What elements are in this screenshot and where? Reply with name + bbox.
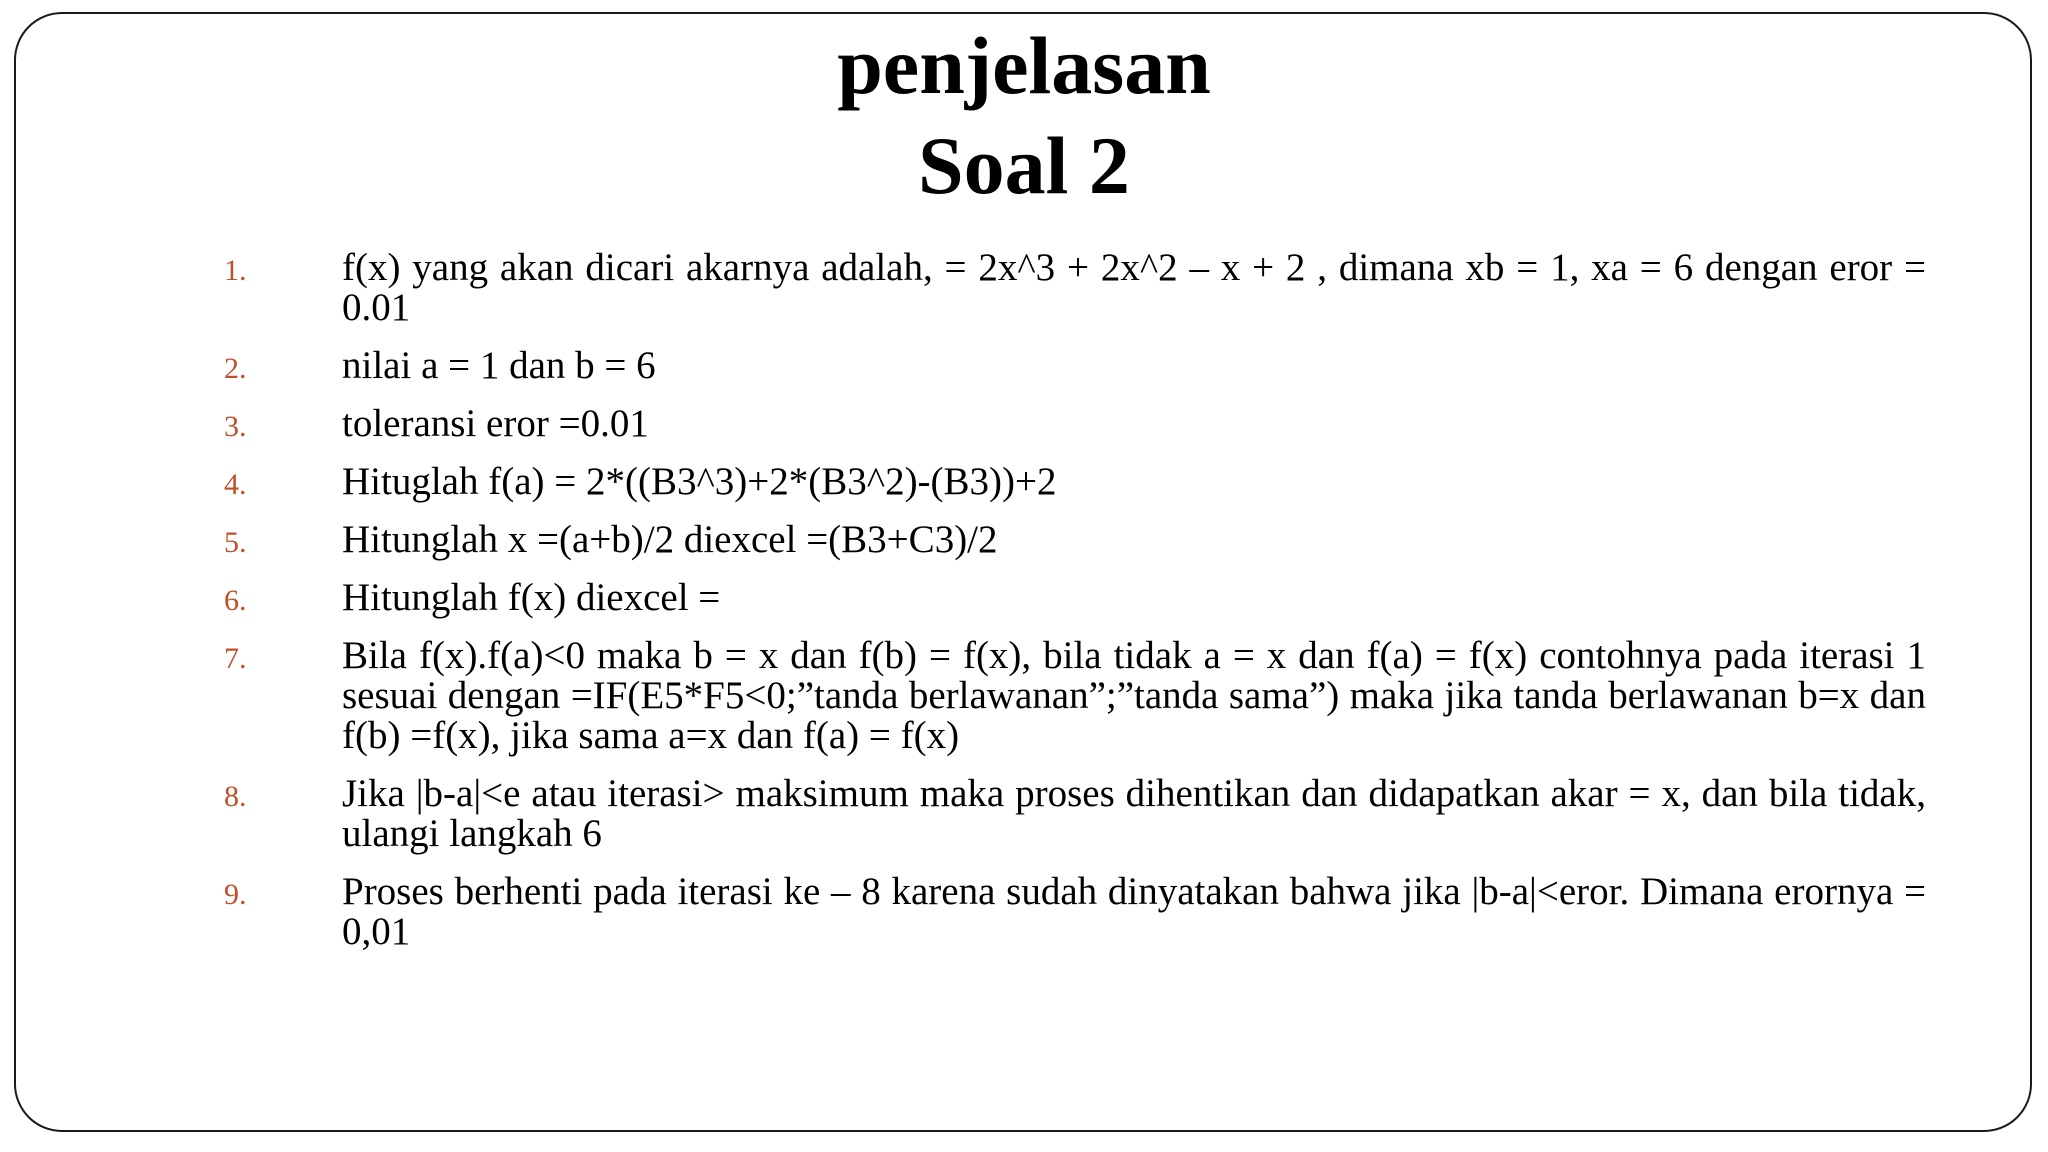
list-item [0,872,1926,952]
item-text: Proses berhenti pada iterasi ke – 8 karena sudah dinyatakan bahwa jika |b-a|<eror. Dimana erornya = 0,01 [342,870,1926,953]
item-number: 8. [224,780,247,813]
list-item [0,248,1926,328]
list-item [0,578,1926,618]
item-number: 4. [224,468,247,501]
item-text: toleransi eror =0.01 [342,402,649,445]
item-text: Bila f(x).f(a)<0 maka b = x dan f(b) = f(x), bila tidak a = x dan f(a) = f(x) contohnya pada iterasi 1 sesuai dengan =IF(E5*F5<0;”tanda berlawanan”;”tanda sama”) maka jika tanda berlawanan b=x dan f(b) =f(x), jika sama a=x dan f(a) = f(x) [342,634,1926,757]
item-text: Hitunglah f(x) diexcel = [342,576,721,619]
item-number: 5. [224,526,247,559]
list-item [0,462,1926,502]
list-item [0,404,1926,444]
item-number: 7. [224,642,247,675]
item-number: 6. [224,584,247,617]
item-number: 9. [224,878,247,911]
list-item [0,636,1926,756]
list-item [0,520,1926,560]
list-item [0,774,1926,854]
item-text: nilai a = 1 dan b = 6 [342,344,656,387]
item-text: Hitunglah x =(a+b)/2 diexcel =(B3+C3)/2 [342,518,998,561]
item-text: f(x) yang akan dicari akarnya adalah, = 2x^3 + 2x^2 – x + 2 , dimana xb = 1, xa = 6 dengan eror = 0.01 [342,246,1926,329]
slide-title [0,16,2048,216]
item-text: Jika |b-a|<e atau iterasi> maksimum maka proses dihentikan dan didapatkan akar = x, dan bila tidak, ulangi langkah 6 [342,772,1926,855]
title-line-1: penjelasan [837,20,1211,111]
list-item [0,346,1926,386]
item-number: 2. [224,352,247,385]
item-text: Hituglah f(a) = 2*((B3^3)+2*(B3^2)-(B3))+2 [342,460,1057,503]
item-number: 1. [224,254,247,287]
title-line-2: Soal 2 [918,120,1130,211]
steps-list [0,248,2048,952]
item-number: 3. [224,410,247,443]
